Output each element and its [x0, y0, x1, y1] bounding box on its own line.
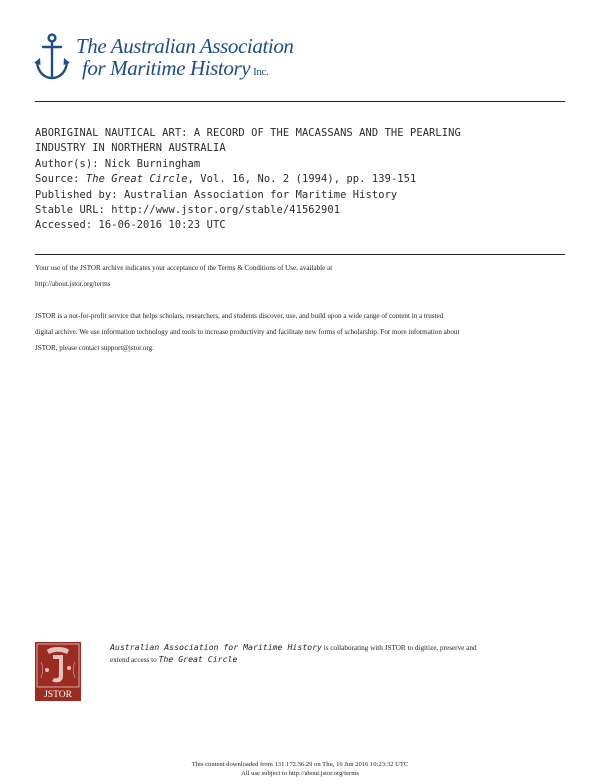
- article-publisher: Published by: Australian Association for Maritime History: [35, 188, 398, 201]
- jstor-mission: [35, 308, 459, 357]
- collaboration-line2: [110, 654, 550, 666]
- publisher-logo-text-line2: [82, 56, 268, 81]
- terms-link[interactable]: http://about.jstor.org/terms: [35, 280, 111, 289]
- anchor-icon: [34, 32, 70, 82]
- source-prefix: Source:: [35, 173, 86, 186]
- download-info: This content downloaded from 131.172.36.29 on Thu, 16 Jun 2016 10:23:32 UTC: [191, 761, 409, 768]
- citation-block: [35, 126, 565, 234]
- source-journal: The Great Circle: [85, 173, 188, 186]
- collaboration-text2: extend access to: [110, 656, 159, 665]
- mission-line2: digital archive. We use information technology and tools to increase productivity and facilitate new forms of scholarship. For more information about: [35, 328, 460, 337]
- jstor-seal-icon: [35, 642, 81, 701]
- publisher-logo-text: The Australian Association: [76, 34, 294, 58]
- collaboration-text: is collaborating with JSTOR to digitize, preserve and: [321, 644, 477, 652]
- partner-journal: The Great Circle: [158, 654, 238, 665]
- header-divider: [35, 101, 565, 102]
- mission-line1: JSTOR is a not-for-profit service that helps scholars, researchers, and students discover, use, and build upon a wide range of content in a trusted: [35, 312, 444, 320]
- download-footer: [0, 761, 600, 778]
- article-title-line2: INDUSTRY IN NORTHERN AUSTRALIA: [35, 142, 226, 155]
- source-details: , Vol. 16, No. 2 (1994), pp. 139-151: [187, 173, 417, 186]
- terms-footer-link[interactable]: All use subject to http://about.jstor.org/terms: [241, 769, 359, 777]
- collaboration-line1: [110, 642, 550, 654]
- partner-name: Australian Association for Maritime History: [110, 642, 322, 652]
- publisher-logo-inc: Inc.: [253, 66, 269, 78]
- article-author: Author(s): Nick Burningham: [35, 157, 201, 170]
- mission-line3: JSTOR, please contact support@jstor.org.: [35, 344, 154, 353]
- article-title-line1: ABORIGINAL NAUTICAL ART: A RECORD OF THE MACASSANS AND THE PEARLING: [35, 127, 461, 139]
- accessed-date: Accessed: 16-06-2016 10:23 UTC: [35, 219, 226, 232]
- terms-line: Your use of the JSTOR archive indicates your acceptance of the Terms & Conditions of Use, available at: [35, 264, 333, 272]
- article-source: [35, 172, 565, 187]
- jstor-logo-letters: JSTOR: [44, 690, 72, 700]
- terms-notice: [35, 260, 332, 292]
- collaboration-notice: [110, 642, 550, 667]
- stable-url-link[interactable]: Stable URL: http://www.jstor.org/stable/41562901: [35, 204, 341, 217]
- publisher-logo-subtext: for Maritime History: [82, 56, 251, 80]
- citation-divider: [35, 254, 565, 255]
